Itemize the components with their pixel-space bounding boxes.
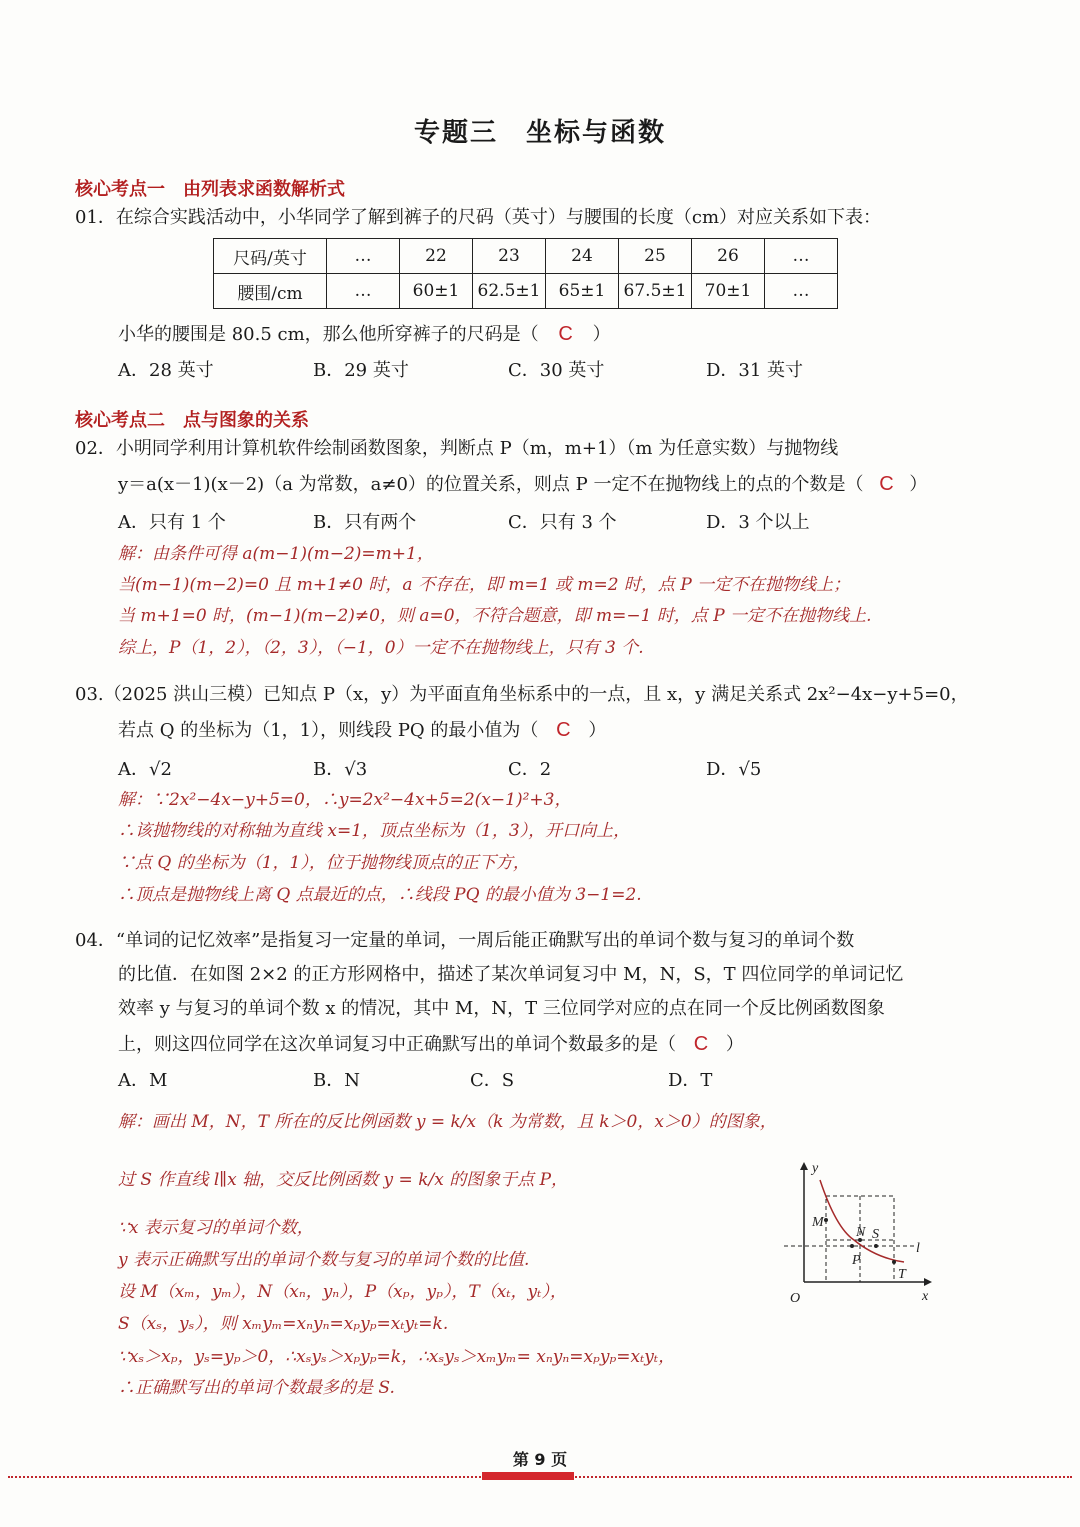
- q3-option-a: A．√2: [118, 759, 172, 780]
- table-cell: 60±1: [400, 274, 473, 309]
- origin-label: O: [790, 1291, 801, 1306]
- point-m: [824, 1218, 828, 1222]
- q3-solution-line: ∴该抛物线的对称轴为直线 x=1，顶点坐标为（1，3），开口向上，: [118, 821, 631, 841]
- q4-line-2: 的比值．在如图 2×2 的正方形网格中，描述了某次单词复习中 M，N，S，T 四位同学的单词记忆: [118, 964, 904, 985]
- q4-solution-line: 设 M（xₘ，yₘ），N（xₙ，yₙ），P（xₚ，yₚ），T（xₜ，yₜ），: [118, 1282, 567, 1302]
- q2-option-d: D．3 个以上: [706, 512, 810, 533]
- table-row: [214, 274, 838, 309]
- q2-solution-line: 当(m−1)(m−2)=0 且 m+1≠0 时，a 不存在，即 m=1 或 m=2 时，点 P 一定不在抛物线上；: [118, 575, 851, 595]
- q2-line-2-text: y＝a(x－1)(x－2)（a 为常数，a≠0）的位置关系，则点 P 一定不在抛物线上的点的个数是（: [118, 474, 864, 495]
- table-cell: …: [765, 274, 838, 309]
- q1-question: [118, 322, 611, 346]
- size-waist-table: [213, 238, 838, 309]
- table-cell: 26: [692, 239, 765, 274]
- q2-solution-line: 解：由条件可得 a(m−1)(m−2)=m+1，: [118, 544, 434, 564]
- point-s: [874, 1244, 878, 1248]
- q4-line-4-text: 上，则这四位同学在这次单词复习中正确默写出的单词个数最多的是（: [118, 1034, 676, 1055]
- q3-solution-line: 解：∵2x²−4x−y+5=0，∴y=2x²−4x+5=2(x−1)²+3，: [118, 790, 572, 810]
- q1-question-text: 小华的腰围是 80.5 cm，那么他所穿裤子的尺码是（: [118, 324, 539, 345]
- table-row: [214, 239, 838, 274]
- q3-close-paren: ）: [588, 720, 607, 741]
- q2-close-paren: ）: [909, 474, 928, 495]
- q4-solution-line: 过 S 作直线 l∥x 轴，交反比例函数 y = k/x 的图象于点 P，: [118, 1170, 569, 1190]
- label-p: P: [852, 1253, 861, 1268]
- q4-answer: C: [693, 1033, 709, 1055]
- q3-line-2: [118, 718, 606, 742]
- q4-line-4: [118, 1032, 744, 1056]
- table-cell: 65±1: [546, 274, 619, 309]
- q2-line-1: 02．小明同学利用计算机软件绘制函数图象，判断点 P（m，m+1）（m 为任意实数）与抛物线: [75, 438, 839, 459]
- point-t: [892, 1260, 896, 1264]
- table-cell: 尺码/英寸: [214, 239, 327, 274]
- page-title: 专题三 坐标与函数: [413, 118, 666, 148]
- q4-solution-line: ∵x 表示复习的单词个数，: [118, 1218, 314, 1238]
- q4-line-3: 效率 y 与复习的单词个数 x 的情况，其中 M，N，T 三位同学对应的点在同一个反比例函数图象: [118, 998, 885, 1019]
- q2-solution-line: 当 m+1=0 时，(m−1)(m−2)≠0，则 a=0，不符合题意，即 m=−1 时，点 P 一定不在抛物线上.: [118, 606, 872, 626]
- q4-solution-line: y 表示正确默写出的单词个数与复习的单词个数的比值.: [118, 1250, 530, 1270]
- y-axis-label: y: [812, 1161, 819, 1176]
- label-m: M: [812, 1215, 824, 1230]
- q2-solution-line: 综上，P（1，2），（2，3），（−1，0）一定不在抛物线上，只有 3 个.: [118, 638, 644, 658]
- label-l: l: [916, 1241, 920, 1256]
- table-cell: 22: [400, 239, 473, 274]
- q4-close-paren: ）: [725, 1034, 744, 1055]
- q1-option-c: C．30 英寸: [508, 360, 605, 381]
- table-cell: …: [327, 274, 400, 309]
- x-axis-label: x: [922, 1289, 929, 1304]
- q4-solution-line: ∴正确默写出的单词个数最多的是 S.: [118, 1378, 395, 1398]
- table-cell: …: [765, 239, 838, 274]
- table-cell: 67.5±1: [619, 274, 692, 309]
- q3-option-d: D．√5: [706, 759, 762, 780]
- label-n: N: [856, 1225, 866, 1240]
- q1-stem: 01．在综合实践活动中，小华同学了解到裤子的尺码（英寸）与腰围的长度（cm）对应关系如下表：: [75, 207, 882, 228]
- q1-close-paren: ）: [592, 324, 611, 345]
- x-axis-arrow: [924, 1278, 932, 1286]
- point-p: [850, 1244, 854, 1248]
- q2-answer: C: [879, 473, 894, 495]
- inverse-function-diagram: [780, 1158, 940, 1308]
- page-number: 第 9 页: [512, 1450, 568, 1469]
- q1-option-d: D．31 英寸: [706, 360, 804, 381]
- label-t: T: [898, 1267, 906, 1282]
- q3-option-c: C．2: [508, 759, 552, 780]
- table-cell: 25: [619, 239, 692, 274]
- q1-option-a: A．28 英寸: [118, 360, 214, 381]
- y-axis-arrow: [800, 1162, 808, 1170]
- q3-solution-line: ∴顶点是抛物线上离 Q 点最近的点，∴线段 PQ 的最小值为 3−1=2.: [118, 885, 642, 905]
- q4-solution-line: 解：画出 M，N，T 所在的反比例函数 y = k/x（k 为常数，且 k＞0，x＞0）的图象，: [118, 1112, 777, 1132]
- table-cell: 23: [473, 239, 546, 274]
- q1-option-b: B．29 英寸: [313, 360, 409, 381]
- q4-solution-line: ∵xₛ＞xₚ，yₛ=yₚ＞0，∴xₛyₛ＞xₚyₚ=k，∴xₛyₛ＞xₘyₘ= xₙyₙ=xₚyₚ=xₜyₜ，: [118, 1347, 676, 1367]
- q4-line-1: 04．“单词的记忆效率”是指复习一定量的单词，一周后能正确默写出的单词个数与复习的单词个数: [75, 930, 855, 951]
- q2-option-a: A．只有 1 个: [118, 512, 226, 533]
- table-cell: …: [327, 239, 400, 274]
- q1-answer: C: [558, 323, 573, 345]
- q4-option-c: C．S: [470, 1070, 515, 1091]
- table-cell: 62.5±1: [473, 274, 546, 309]
- inverse-curve: [820, 1180, 904, 1262]
- q4-option-b: B．N: [313, 1070, 360, 1091]
- q3-solution-line: ∵点 Q 的坐标为（1，1），位于抛物线顶点的正下方，: [118, 853, 530, 873]
- footer-accent-bar: [482, 1472, 574, 1480]
- table-cell: 70±1: [692, 274, 765, 309]
- q2-line-2: [118, 472, 927, 496]
- section-heading-2: 核心考点二 点与图象的关系: [75, 410, 309, 431]
- q4-solution-line: S（xₛ，yₛ），则 xₘyₘ=xₙyₙ=xₚyₚ=xₜyₜ=k.: [118, 1314, 449, 1334]
- q4-option-a: A．M: [118, 1070, 168, 1091]
- q3-line-1: 03.（2025 洪山三模）已知点 P（x，y）为平面直角坐标系中的一点，且 x，y 满足关系式 2x²−4x−y+5=0，: [75, 684, 969, 705]
- table-cell: 24: [546, 239, 619, 274]
- q4-option-d: D．T: [668, 1070, 713, 1091]
- table-cell: 腰围/cm: [214, 274, 327, 309]
- q2-option-b: B．只有两个: [313, 512, 417, 533]
- q3-option-b: B．√3: [313, 759, 368, 780]
- section-heading-1: 核心考点一 由列表求函数解析式: [75, 179, 345, 200]
- label-s: S: [872, 1227, 879, 1242]
- q2-option-c: C．只有 3 个: [508, 512, 617, 533]
- q3-answer: C: [556, 719, 571, 741]
- q3-line-2-text: 若点 Q 的坐标为（1，1），则线段 PQ 的最小值为（: [118, 720, 539, 741]
